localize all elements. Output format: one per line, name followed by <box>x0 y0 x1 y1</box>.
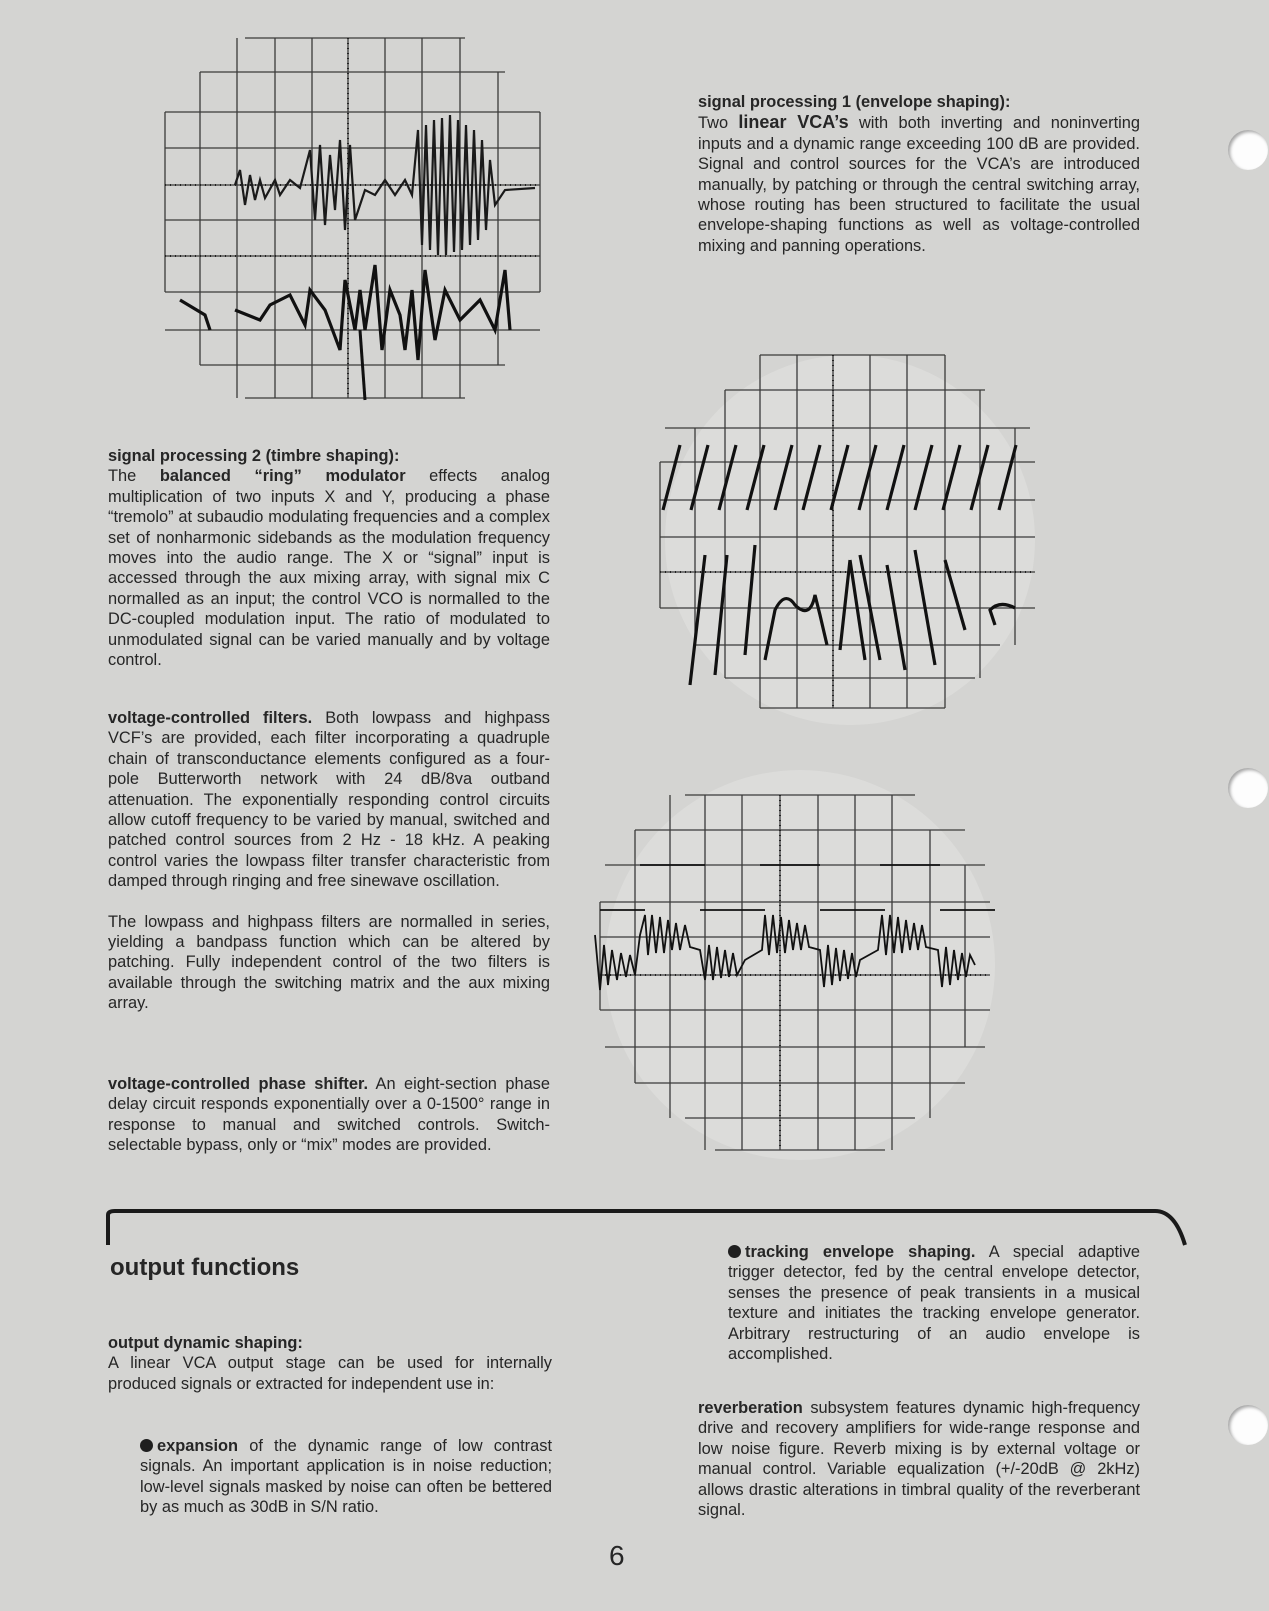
linear-vca-term: linear VCA’s <box>738 112 849 133</box>
filters-paragraph-2: The lowpass and highpass filters are normalled in series, yielding a bandpass function which can be altered by patching. Fully independent control of the two filters is available through the switching matrix and the aux mixing array. <box>108 912 550 1013</box>
phase-shifter-paragraph: voltage-controlled phase shifter. An eight-section phase delay circuit responds exponentially over a 0-1500° range in response to manual and switched controls. Switch-selectable bypass, only or “mix” modes are provided. <box>108 1075 550 1155</box>
binder-hole <box>1228 768 1268 808</box>
tracking-envelope-item: tracking envelope shaping. A special adaptive trigger detector, fed by the central envelope detector, senses the presence of peak transients in a musical texture and initiates the tracking envelope generator. Arbitrary restructuring of an audio envelope is accomplished. <box>728 1243 1141 1364</box>
oscilloscope-filter-ringing-photo <box>590 765 1020 1165</box>
expansion-term: expansion <box>157 1437 239 1455</box>
output-dynamic-paragraph: A linear VCA output stage can be used for internally produced signals or extracted for independent use in: <box>108 1354 552 1393</box>
output-functions-heading: output functions <box>110 1254 300 1281</box>
reverberation-term: reverberation <box>698 1399 803 1417</box>
bullet-icon <box>140 1439 153 1452</box>
output-dynamic-heading: output dynamic shaping: <box>108 1334 303 1352</box>
timbre-heading: signal processing 2 (timbre shaping): <box>108 447 400 465</box>
timbre-paragraph: The balanced “ring” modulator effects analog multiplication of two inputs X and Y, producing a phase “tremolo” at subaudio modulating frequencies and a complex set of nonharmonic sidebands as the modulation frequency moves into the audio range. The X or “signal” input is accessed through the aux mixing array, with signal mix C normalled as an input; the control VCO is normalled to the DC-coupled modulation input. The ratio of modulated to unmodulated signal can be varied manually and by voltage control. <box>108 467 550 670</box>
ring-modulator-term: balanced “ring” modulator <box>159 467 406 486</box>
filters-section <box>108 708 550 1014</box>
phase-shifter-term: voltage-controlled phase shifter. <box>108 1075 369 1093</box>
oscilloscope-sawtooth-photo <box>655 350 1055 730</box>
output-dynamic-section <box>108 1333 552 1394</box>
oscilloscope-envelope-photo <box>150 30 570 420</box>
envelope-section <box>698 92 1140 256</box>
tracking-envelope-term: tracking envelope shaping. <box>745 1243 976 1261</box>
phase-shifter-section <box>108 1074 550 1156</box>
reverberation-section: reverberation subsystem features dynamic high-frequency drive and recovery amplifiers for wide-range response and low noise figure. Reverb mixing is by external voltage or manual control. Variable equalization (+/-20dB @ 2kHz) allows drastic alterations in timbral quality of the reverberant signal. <box>698 1399 1140 1520</box>
filters-paragraph: voltage-controlled filters. Both lowpass and highpass VCF’s are provided, each filter incorporating a quadruple chain of transconductance elements configured as a four-pole Butterworth network with 24 dB/8va outband attenuation. The exponentially responding control circuits allow cutoff frequency to be varied by manual, switched and patched control sources from 2 Hz - 18 kHz. A peaking control varies the lowpass filter transfer characteristic from damped through ringing and free sinewave oscillation. <box>108 709 551 891</box>
envelope-paragraph: Two linear VCA’s with both inverting and noninverting inputs and a dynamic range exceeding 100 dB are provided. Signal and control sources for the VCA’s are introduced manually, by patching or through the central switching array, whose routing has been structured to facilitate the usual envelope-shaping functions as well as voltage-controlled mixing and panning operations. <box>698 112 1141 255</box>
bullet-icon <box>728 1245 741 1258</box>
page-number: 6 <box>609 1540 625 1571</box>
envelope-heading: signal processing 1 (envelope shaping): <box>698 93 1011 111</box>
expansion-item: expansion of the dynamic range of low contrast signals. An important application is in noise reduction; low-level signals masked by noise can often be bettered by as much as 30dB in S/N ratio. <box>140 1437 552 1517</box>
binder-hole <box>1228 1405 1268 1445</box>
binder-hole <box>1228 130 1268 170</box>
vcf-term: voltage-controlled filters. <box>108 709 313 727</box>
timbre-section <box>108 446 550 670</box>
